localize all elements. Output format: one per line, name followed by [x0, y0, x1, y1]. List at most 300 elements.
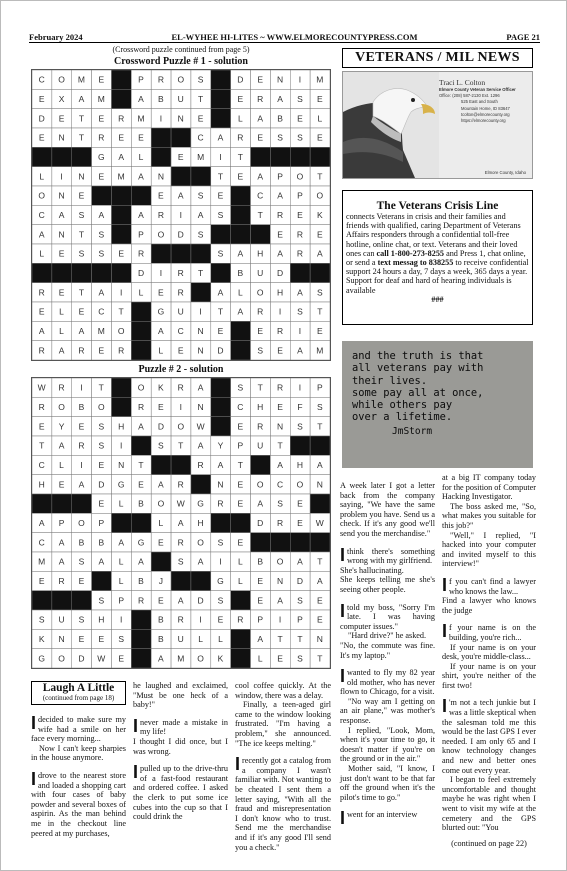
laugh-column-5 [442, 473, 536, 848]
answer-letter: E [277, 345, 284, 356]
answer-letter: L [237, 556, 244, 567]
answer-letter: S [78, 248, 85, 259]
officer-role: Elmore County Veteran Service Officer [439, 87, 516, 92]
answer-letter: D [296, 576, 304, 586]
black-square [231, 591, 251, 610]
answer-letter: E [78, 190, 85, 201]
veterans-section-title: VETERANS / MIL NEWS [342, 48, 533, 68]
joke-text: think there's something wrong with my girlfriend. [347, 546, 435, 566]
answer-letter: S [316, 402, 324, 412]
answer-letter: O [58, 402, 66, 412]
answer-letter: E [237, 498, 244, 509]
black-square [270, 533, 290, 552]
black-square [111, 263, 131, 282]
answer-letter: E [217, 614, 224, 625]
answer-letter: G [137, 537, 145, 548]
answer-letter: A [58, 556, 65, 567]
answer-letter: A [158, 479, 165, 490]
drop-cap: I [442, 574, 448, 595]
black-square [92, 263, 112, 282]
answer-letter: L [118, 576, 125, 586]
answer-letter: S [297, 595, 304, 606]
black-square [211, 513, 231, 532]
crisis-line-title: The Veterans Crisis Line [376, 200, 499, 212]
answer-letter: A [78, 94, 85, 104]
crossword1-grid [31, 69, 331, 361]
crossword2-grid [31, 377, 331, 669]
answer-letter: A [58, 440, 65, 451]
drop-cap: I [31, 713, 37, 733]
answer-letter: R [237, 132, 244, 143]
answer-letter: J [158, 576, 164, 586]
answer-letter: I [80, 460, 84, 470]
answer-letter: T [198, 94, 204, 104]
answer-letter: M [77, 74, 86, 85]
black-square [211, 397, 231, 416]
answer-letter: C [98, 306, 105, 317]
answer-letter: A [316, 576, 324, 586]
answer-letter: P [257, 614, 264, 625]
answer-letter: A [158, 653, 165, 664]
answer-letter: E [257, 576, 264, 586]
joke-text: Finally, a teen-aged girl came to the window looking frustrated. "I'm having a problem," she announced. "The ice keeps melting." [235, 700, 331, 748]
answer-letter: T [317, 171, 323, 182]
answer-letter: M [137, 113, 146, 124]
answer-letter: O [78, 518, 86, 528]
answer-letter: A [197, 382, 204, 393]
answer-letter: E [158, 287, 165, 298]
answer-letter: T [237, 460, 244, 470]
answer-letter: A [237, 248, 244, 259]
answer-letter: A [78, 326, 85, 336]
answer-letter: E [217, 326, 224, 336]
answer-letter: A [138, 421, 145, 432]
veteran-service-officer-card [342, 71, 533, 179]
laugh-column-1 [31, 715, 126, 838]
crisis-phone[interactable]: call 1-800-273-8255 [376, 248, 445, 258]
black-square [310, 263, 330, 282]
answer-letter: A [197, 556, 204, 567]
answer-letter: E [177, 152, 185, 162]
answer-letter: S [217, 595, 224, 606]
answer-letter: M [38, 556, 46, 567]
answer-letter: O [157, 498, 165, 509]
answer-letter: R [38, 287, 46, 298]
answer-letter: R [118, 345, 125, 356]
joke-text: She keeps telling me she's seeing other people. [340, 575, 435, 594]
answer-letter: E [118, 248, 125, 259]
answer-letter: S [98, 248, 105, 259]
answer-letter: S [78, 210, 85, 220]
answer-letter: R [177, 287, 185, 298]
answer-letter: R [277, 518, 284, 528]
card-footer: Elmore County, Idaho [484, 170, 526, 175]
answer-letter: H [257, 402, 264, 412]
black-square [111, 397, 131, 416]
answer-letter: N [316, 479, 324, 490]
black-square [310, 533, 330, 552]
crossword-continued-note: (Crossword puzzle continued from page 5) [112, 45, 250, 54]
crisis-text-part3: to receive confidential support 24 hours a day, 7 days a week, 365 days a year. Support for deaf and hard of hearing individuals is available [346, 258, 529, 295]
answer-letter: E [138, 132, 145, 143]
black-square [32, 147, 52, 166]
joke-text: f you can't find a lawyer who knows the law... [449, 576, 536, 596]
joke-text: I replied, "Look, Mom, when it's your time to go, it doesn't matter if you're on the ground or in the air." [340, 725, 435, 764]
answer-letter: N [78, 171, 85, 182]
answer-letter: A [297, 345, 304, 356]
answer-letter: N [277, 74, 284, 85]
eagle-icon [343, 72, 439, 178]
answer-letter: I [159, 268, 163, 278]
answer-letter: D [38, 113, 46, 124]
answer-letter: T [217, 306, 224, 317]
answer-letter: G [157, 306, 165, 317]
answer-letter: C [38, 537, 46, 548]
answer-letter: R [257, 94, 264, 104]
officer-name: Traci L. Colton [439, 78, 486, 87]
answer-letter: X [58, 94, 65, 104]
answer-letter: E [98, 113, 105, 124]
answer-letter: R [177, 479, 185, 490]
black-square [131, 629, 151, 648]
answer-letter: A [277, 94, 284, 104]
officer-address1: 525 East and South [461, 99, 498, 105]
answer-letter: A [98, 287, 105, 298]
answer-letter: L [59, 326, 65, 336]
answer-letter: A [277, 595, 284, 606]
black-square [131, 649, 151, 668]
answer-letter: A [217, 132, 224, 143]
header-masthead: EL-WYHEE HI-LITES ~ WWW.ELMORECOUNTYPRESS.COM [171, 32, 418, 42]
answer-letter: I [298, 326, 302, 336]
answer-letter: W [176, 498, 186, 509]
black-square [171, 128, 191, 147]
answer-letter: L [237, 287, 244, 298]
answer-letter: M [316, 345, 324, 356]
black-square [131, 186, 151, 205]
joke-text: at a big IT company today for the position of Computer Hacking Investigator. [442, 473, 536, 502]
answer-letter: S [197, 74, 204, 85]
answer-letter: T [78, 287, 85, 298]
crisis-text-number[interactable]: text messag to 838255 [377, 258, 454, 268]
answer-letter: E [158, 190, 165, 201]
joke-text: wanted to fly my 82 year old mother, who has never flown to Chicago, for a visit. [340, 668, 435, 697]
answer-letter: O [296, 479, 304, 490]
answer-letter: L [59, 306, 65, 317]
joke-text: I thought I did once, but I was wrong. [133, 736, 228, 756]
answer-letter: I [298, 382, 302, 393]
answer-letter: S [297, 132, 304, 143]
answer-letter: A [297, 556, 304, 567]
laugh-column-2 [133, 681, 228, 822]
answer-letter: A [138, 210, 145, 220]
answer-letter: S [197, 229, 204, 240]
answer-letter: B [257, 556, 264, 567]
answer-letter: A [237, 306, 244, 317]
joke-text: "Hard drive?" he asked. [348, 631, 427, 641]
answer-letter: D [157, 421, 165, 432]
answer-letter: P [138, 229, 145, 240]
answer-letter: S [217, 210, 224, 220]
header-date: February 2024 [29, 32, 83, 42]
answer-letter: T [317, 653, 323, 664]
answer-letter: P [138, 74, 145, 85]
answer-letter: L [59, 460, 65, 470]
answer-letter: H [277, 287, 284, 298]
drop-cap: I [340, 808, 346, 829]
answer-letter: R [277, 382, 284, 393]
answer-letter: I [219, 152, 223, 162]
answer-letter: I [278, 306, 282, 317]
answer-letter: T [39, 440, 45, 451]
answer-letter: G [217, 576, 225, 586]
answer-letter: T [78, 132, 85, 143]
black-square [92, 186, 112, 205]
black-square [131, 302, 151, 321]
answer-letter: A [118, 152, 125, 162]
joke [340, 668, 435, 697]
answer-letter: A [316, 460, 324, 470]
drop-cap: I [31, 768, 37, 789]
answer-letter: F [297, 402, 304, 412]
answer-letter: E [237, 421, 244, 432]
quote-line: while others pay [352, 399, 453, 412]
answer-letter: P [277, 171, 284, 182]
answer-letter: C [38, 460, 46, 470]
answer-letter: W [37, 382, 47, 393]
answer-letter: A [98, 210, 105, 220]
answer-letter: E [38, 132, 46, 143]
quote-line: their lives. [352, 374, 428, 387]
answer-letter: O [117, 326, 125, 336]
answer-letter: A [316, 248, 324, 259]
crisis-line-box [342, 190, 533, 325]
black-square [131, 341, 151, 360]
answer-letter: E [297, 518, 304, 528]
black-square [290, 147, 310, 166]
answer-letter: E [98, 74, 105, 85]
black-square [52, 263, 72, 282]
drop-cap: I [340, 666, 346, 687]
black-square [290, 263, 310, 282]
answer-letter: E [257, 132, 264, 143]
answer-letter: A [257, 113, 264, 124]
answer-letter: L [39, 171, 45, 182]
joke-text: Find a lawyer who knows the judge [442, 596, 536, 615]
answer-letter: A [177, 190, 185, 201]
answer-letter: D [78, 653, 85, 664]
answer-letter: L [138, 287, 144, 298]
page-header [29, 29, 540, 43]
joke-text: pulled up to the drive-thru of a fast-food restaurant and ordered coffee. I asked the clerk to put some ice cubes into the cup so that I could drink the [133, 764, 228, 822]
answer-letter: L [257, 653, 264, 664]
answer-letter: M [197, 152, 205, 162]
answer-letter: A [98, 556, 105, 567]
answer-letter: E [277, 402, 284, 412]
answer-letter: G [38, 653, 46, 664]
laugh-title: Laugh A Little [42, 682, 115, 694]
laugh-subtitle: (continued from page 18) [42, 694, 115, 702]
answer-letter: E [316, 326, 324, 336]
joke-text: "No way am I getting on an air plane," was mother's response. [340, 696, 435, 726]
answer-letter: R [197, 460, 205, 470]
quote-line: and the truth is that [352, 350, 484, 362]
answer-letter: W [196, 421, 206, 432]
joke [133, 715, 228, 737]
answer-letter: R [257, 421, 264, 432]
drop-cap: I [235, 754, 241, 775]
answer-letter: S [38, 614, 46, 625]
answer-letter: E [316, 94, 324, 104]
answer-letter: P [98, 518, 105, 528]
answer-letter: E [158, 402, 165, 412]
answer-letter: I [179, 210, 183, 220]
answer-letter: O [58, 653, 66, 664]
answer-letter: R [277, 326, 284, 336]
answer-letter: I [298, 74, 302, 85]
answer-letter: R [157, 210, 165, 220]
crisis-line-text [346, 212, 529, 295]
quote-line: some pay all at once, [352, 386, 484, 399]
answer-letter: A [38, 229, 46, 240]
answer-letter: M [97, 94, 106, 104]
answer-letter: E [98, 171, 105, 182]
black-square [231, 205, 251, 224]
answer-letter: L [138, 152, 144, 162]
answer-letter: E [158, 595, 165, 606]
answer-letter: B [78, 402, 85, 412]
answer-letter: R [177, 614, 185, 625]
answer-letter: I [219, 556, 223, 567]
answer-letter: E [257, 326, 264, 336]
answer-letter: E [316, 229, 324, 240]
answer-letter: D [197, 595, 205, 606]
answer-letter: S [118, 634, 125, 644]
answer-letter: S [158, 440, 165, 451]
black-square [111, 89, 131, 108]
officer-email[interactable]: tcolton@elmorecounty.org [461, 111, 510, 117]
joke-text: I began to feel extremely uncomfortable and thought maybe he was right when I went to visit my wife at the cemetery and the GPS blurted out: "You [442, 775, 536, 833]
laugh-column-4 [340, 481, 435, 829]
answer-letter: R [217, 498, 225, 509]
answer-letter: K [158, 382, 165, 393]
answer-letter: B [78, 537, 85, 548]
answer-letter: R [237, 614, 244, 625]
answer-letter: E [277, 653, 284, 664]
answer-letter: A [197, 440, 204, 451]
answer-letter: S [316, 287, 324, 298]
officer-website[interactable]: https://elmorecounty.org [461, 118, 506, 124]
answer-letter: U [177, 94, 185, 104]
answer-letter: E [38, 94, 46, 104]
answer-letter: N [118, 460, 125, 470]
answer-letter: E [98, 498, 105, 509]
joke-text: drove to the nearest store and loaded a shopping cart with four cases of baby powder and several boxes of aspirin. As the man behind me in the checkout line peered at my purchases, [31, 770, 126, 838]
answer-letter: A [158, 326, 165, 336]
answer-letter: E [58, 248, 65, 259]
laugh-section-title-box [31, 681, 126, 705]
answer-letter: E [98, 634, 105, 644]
answer-letter: T [317, 306, 323, 317]
answer-letter: N [58, 190, 66, 201]
answer-letter: B [158, 614, 165, 625]
answer-letter: A [257, 498, 264, 509]
black-square [131, 610, 151, 629]
answer-letter: I [119, 440, 123, 451]
answer-letter: S [237, 382, 244, 393]
answer-letter: A [58, 210, 65, 220]
answer-letter: I [278, 614, 282, 625]
answer-letter: H [98, 614, 105, 625]
answer-letter: O [197, 537, 205, 548]
answer-letter: K [217, 653, 224, 664]
answer-letter: E [316, 132, 324, 143]
joke-text: Now I can't keep sharpies in the house anymore. [31, 743, 126, 763]
black-square [290, 533, 310, 552]
officer-phone: Office: (208) 587-2130 Ext. 1296 [439, 93, 500, 99]
answer-letter: B [277, 113, 284, 124]
veterans-quote-image [342, 341, 533, 468]
black-square [251, 455, 271, 474]
answer-letter: P [297, 190, 304, 201]
crisis-text-part1: connects Veterans in crisis and their families and friends with qualified, caring Department of Veterans Affairs responders through a confidential toll-free hotline, online chat, or text. Veterans and their loved ones can [346, 212, 521, 258]
answer-letter: T [297, 634, 304, 644]
answer-letter: D [98, 479, 105, 490]
answer-letter: W [97, 653, 106, 664]
answer-letter: O [256, 479, 265, 490]
black-square [270, 147, 290, 166]
answer-letter: E [297, 210, 304, 220]
black-square [310, 147, 330, 166]
answer-letter: A [138, 94, 145, 104]
continued-note: (continued on page 22) [451, 838, 527, 848]
joke-text: If your name is on your desk, you're middle-class... [442, 642, 536, 662]
answer-letter: N [316, 634, 324, 644]
answer-letter: E [38, 306, 46, 317]
black-square [151, 244, 171, 263]
answer-letter: E [118, 132, 125, 143]
joke-text: The boss asked me, "So, what makes you suitable for this job?" [442, 501, 536, 530]
answer-letter: T [98, 382, 105, 393]
answer-letter: N [177, 113, 185, 124]
joke-text: cool coffee quickly. At the window, there was a delay. [235, 681, 331, 700]
answer-letter: D [257, 518, 264, 528]
answer-letter: U [257, 440, 264, 451]
answer-letter: E [98, 460, 105, 470]
answer-letter: M [117, 171, 126, 182]
quote-line: all veterans pay with [352, 362, 484, 375]
joke [340, 808, 435, 829]
answer-letter: R [277, 210, 284, 220]
answer-letter: C [237, 402, 244, 412]
answer-letter: B [98, 537, 105, 548]
black-square [151, 147, 171, 166]
answer-letter: N [157, 171, 165, 182]
black-square [72, 147, 92, 166]
joke-text: If your name is on your shirt, you're neither of the first two! [442, 661, 536, 690]
laugh-column-3 [235, 681, 331, 852]
answer-letter: R [296, 229, 304, 240]
answer-letter: D [277, 268, 284, 278]
black-square [111, 205, 131, 224]
answer-letter: R [118, 113, 125, 124]
answer-letter: A [177, 518, 185, 528]
answer-letter: I [60, 171, 64, 182]
answer-letter: A [277, 190, 284, 201]
answer-letter: C [257, 190, 264, 201]
answer-letter: S [217, 248, 224, 259]
answer-letter: K [38, 634, 46, 644]
